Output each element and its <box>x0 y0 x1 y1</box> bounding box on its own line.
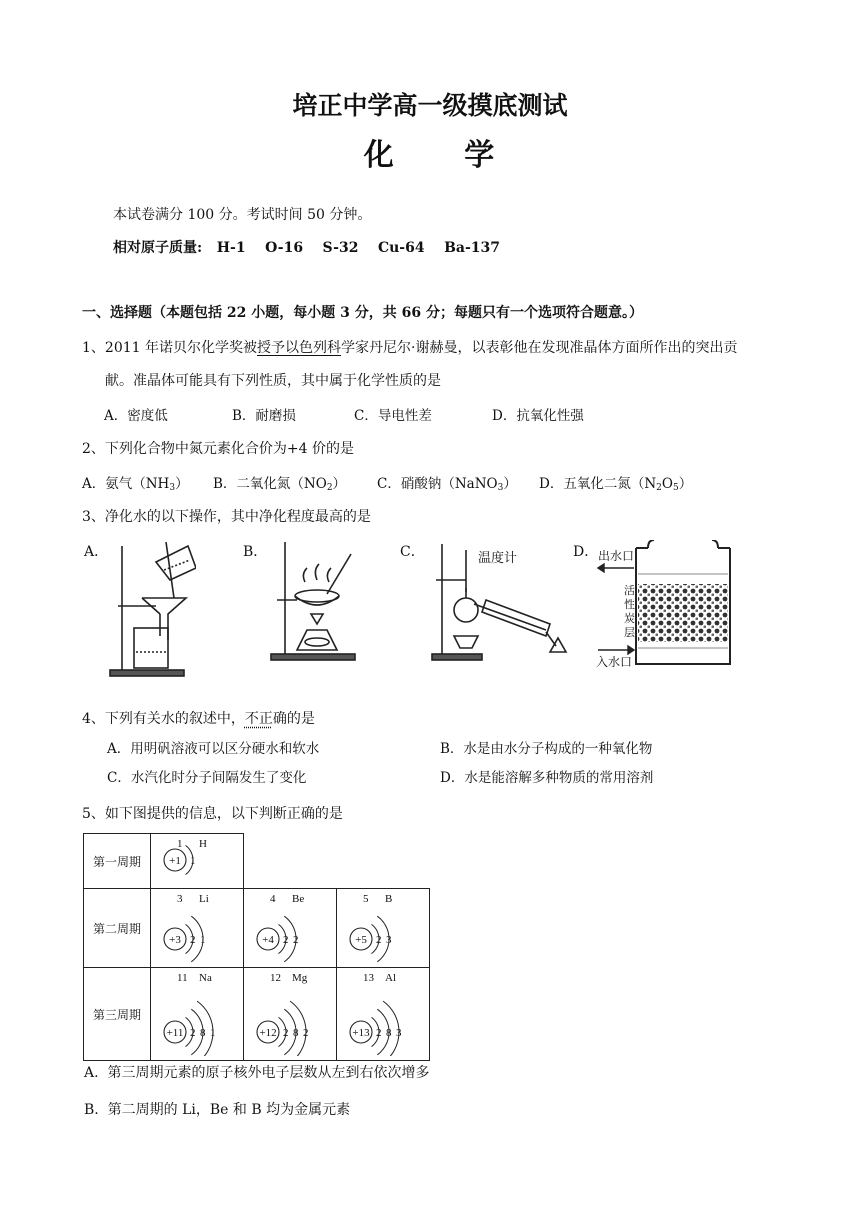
shell-electron-count: 2 <box>303 1027 309 1039</box>
atomic-masses: 相对原子质量: H-1 O-16 S-32 Cu-64 Ba-137 <box>113 240 501 256</box>
q2-option-d: D．五氧化二氮$(N_2O_5)$ <box>539 476 693 493</box>
q1-option-a: A．密度低 <box>104 408 168 424</box>
q2-option-c: C．硝酸钠（NaNO$_3$） <box>377 476 517 493</box>
q1-option-c: C．导电性差 <box>354 408 432 424</box>
exam-intro: 本试卷满分 100 分。考试时间 50 分钟。 <box>113 207 372 223</box>
q4-option-c: C．水汽化时分子间隔发生了变化 <box>107 770 307 786</box>
shell-electron-count: 1 <box>190 855 196 867</box>
inlet-label: 入水口 <box>596 655 633 669</box>
boron-diagram <box>337 889 429 963</box>
element-symbol: H <box>199 838 207 850</box>
nucleus-charge: +5 <box>355 934 367 946</box>
periodic-table-excerpt <box>83 833 430 1061</box>
atom-cell <box>337 889 430 968</box>
row-label-period-2: 第二周期 <box>84 889 151 968</box>
shell-electron-count: 3 <box>396 1027 402 1039</box>
row-label-period-1: 第一周期 <box>84 834 151 889</box>
atomic-number: 13 <box>363 972 374 984</box>
carbon-label-1: 活 <box>624 585 635 597</box>
carbon-filter-image <box>594 540 734 670</box>
sodium-diagram <box>151 968 243 1056</box>
atomic-number: 1 <box>177 838 183 850</box>
atom-cell <box>151 834 244 889</box>
atomic-number: 4 <box>270 893 276 905</box>
exam-title: 培正中学高一级摸底测试 <box>292 91 568 120</box>
atomic-number: 5 <box>363 893 369 905</box>
shell-electron-count: 8 <box>200 1027 206 1039</box>
filtration-apparatus-image <box>104 540 196 682</box>
element-symbol: Al <box>385 972 396 984</box>
nucleus-charge: +1 <box>169 855 181 867</box>
carbon-label-2: 性 <box>624 599 635 611</box>
question-2-stem: 2、下列化合物中氮元素化合价为+4 价的是 <box>82 441 354 457</box>
q1-text-rest: 学家丹尼尔·谢赫曼，以表彰他在发现准晶体方面所作出的突出贡 <box>341 340 738 356</box>
element-symbol: Be <box>292 893 305 905</box>
shell-electron-count: 2 <box>283 934 289 946</box>
element-symbol: Mg <box>292 972 308 984</box>
atom-cell <box>244 889 337 968</box>
shell-electron-count: 1 <box>210 1027 216 1039</box>
atom-cell <box>151 968 244 1061</box>
shell-electron-count: 2 <box>190 934 196 946</box>
nucleus-charge: +13 <box>352 1027 370 1039</box>
distillation-apparatus-image <box>426 540 576 662</box>
shell-electron-count: 2 <box>376 934 382 946</box>
q1-text: 1、2011 年诺贝尔化学奖被 <box>82 340 257 356</box>
subject-title: 化 学 <box>363 138 525 173</box>
q3-label-c: C． <box>400 544 425 560</box>
beryllium-diagram <box>244 889 336 963</box>
q4-option-d: D．水是能溶解多种物质的常用溶剂 <box>440 770 654 786</box>
shell-electron-count: 8 <box>386 1027 392 1039</box>
nucleus-charge: +12 <box>259 1027 277 1039</box>
question-1-line2: 献。准晶体可能具有下列性质，其中属于化学性质的是 <box>105 373 441 389</box>
question-3-stem: 3、净化水的以下操作，其中净化程度最高的是 <box>82 509 371 525</box>
atomic-number: 3 <box>177 893 183 905</box>
q2-option-a: A．氨气$(NH_3)$ <box>82 476 189 493</box>
outlet-label: 出水口 <box>598 549 635 563</box>
shell-electron-count: 2 <box>293 934 299 946</box>
carbon-label-4: 层 <box>624 627 635 639</box>
hydrogen-diagram <box>151 834 243 884</box>
nucleus-charge: +3 <box>169 934 181 946</box>
question-5-stem: 5、如下图提供的信息，以下判断正确的是 <box>82 806 343 822</box>
q1-option-d: D．抗氧化性强 <box>492 408 584 424</box>
q2-option-b: B．二氧化氮$(NO_2)$ <box>213 476 347 493</box>
magnesium-diagram <box>244 968 336 1056</box>
question-4-stem: 4、下列有关水的叙述中，不正确的是 <box>82 711 315 727</box>
aluminium-diagram <box>337 968 429 1056</box>
q3-label-d: D． <box>573 544 599 560</box>
q3-label-b: B． <box>243 544 268 560</box>
atom-cell <box>337 968 430 1061</box>
shell-electron-count: 1 <box>200 934 206 946</box>
element-symbol: B <box>385 893 393 905</box>
question-1-line1 <box>82 337 737 357</box>
q1-option-b: B．耐磨损 <box>232 408 296 424</box>
evaporation-apparatus-image <box>267 538 367 664</box>
element-symbol: Na <box>199 972 212 984</box>
q4-emphasis: 不正 <box>244 711 273 727</box>
element-symbol: Li <box>199 893 209 905</box>
nucleus-charge: +11 <box>166 1027 184 1039</box>
thermometer-label: 温度计 <box>478 550 518 565</box>
q4-option-a: A．用明矾溶液可以区分硬水和软水 <box>107 741 320 757</box>
q3-label-a: A． <box>84 544 109 560</box>
atomic-number: 12 <box>270 972 281 984</box>
q1-underlined: 授予以色列科 <box>257 340 341 356</box>
shell-electron-count: 2 <box>190 1027 196 1039</box>
nucleus-charge: +4 <box>262 934 274 946</box>
atom-cell <box>244 968 337 1061</box>
shell-electron-count: 3 <box>386 934 392 946</box>
section-heading: 一、选择题（本题包括 22 小题，每小题 3 分，共 66 分；每题只有一个选项符合题意。） <box>82 305 643 321</box>
carbon-label-3: 炭 <box>624 613 635 625</box>
q4-option-b: B．水是由水分子构成的一种氧化物 <box>440 741 653 757</box>
shell-electron-count: 2 <box>376 1027 382 1039</box>
shell-electron-count: 8 <box>293 1027 299 1039</box>
q5-option-b: B. 第二周期的 Li，Be 和 B 均为金属元素 <box>84 1102 351 1118</box>
shell-electron-count: 2 <box>283 1027 289 1039</box>
atomic-number: 11 <box>177 972 188 984</box>
lithium-diagram <box>151 889 243 963</box>
atom-cell <box>151 889 244 968</box>
row-label-period-3: 第三周期 <box>84 968 151 1061</box>
q5-option-a: A. 第三周期元素的原子核外电子层数从左到右依次增多 <box>84 1065 430 1081</box>
